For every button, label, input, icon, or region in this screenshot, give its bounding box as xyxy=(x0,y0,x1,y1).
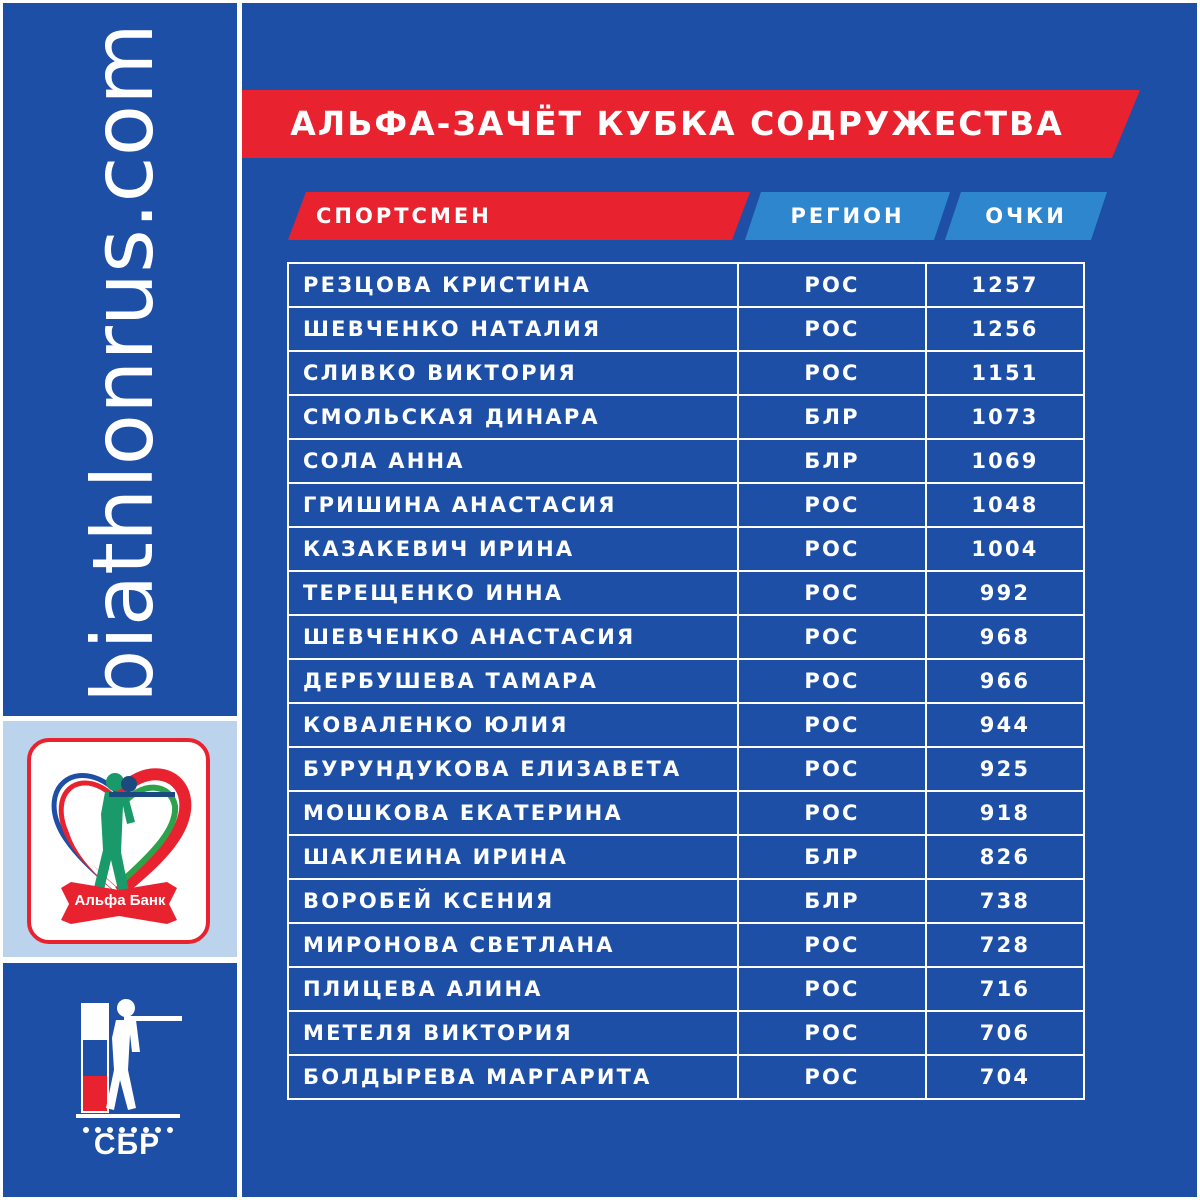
athlete-name: БОЛДЫРЕВА МАРГАРИТА xyxy=(288,1055,738,1099)
athlete-region: РОС xyxy=(738,791,926,835)
athlete-name: БУРУНДУКОВА ЕЛИЗАВЕТА xyxy=(288,747,738,791)
athlete-points: 706 xyxy=(926,1011,1084,1055)
column-header-points-label: ОЧКИ xyxy=(985,204,1067,228)
athlete-name: МЕТЕЛЯ ВИКТОРИЯ xyxy=(288,1011,738,1055)
athlete-name: ШАКЛЕИНА ИРИНА xyxy=(288,835,738,879)
standings-table xyxy=(287,262,1085,1100)
athlete-region: БЛР xyxy=(738,395,926,439)
athlete-name: КОВАЛЕНКО ЮЛИЯ xyxy=(288,703,738,747)
athlete-points: 966 xyxy=(926,659,1084,703)
table-row xyxy=(288,967,1084,1011)
athlete-name: СЛИВКО ВИКТОРИЯ xyxy=(288,351,738,395)
athlete-points: 728 xyxy=(926,923,1084,967)
athlete-name: ШЕВЧЕНКО НАТАЛИЯ xyxy=(288,307,738,351)
athlete-region: РОС xyxy=(738,659,926,703)
table-row xyxy=(288,527,1084,571)
athlete-name: СОЛА АННА xyxy=(288,439,738,483)
column-header-athlete-label: СПОРТСМЕН xyxy=(316,204,492,228)
athlete-points: 738 xyxy=(926,879,1084,923)
athlete-region: РОС xyxy=(738,1011,926,1055)
athlete-points: 704 xyxy=(926,1055,1084,1099)
table-row xyxy=(288,923,1084,967)
athlete-region: РОС xyxy=(738,571,926,615)
table-row xyxy=(288,703,1084,747)
athlete-points: 1073 xyxy=(926,395,1084,439)
table-row xyxy=(288,263,1084,307)
athlete-region: БЛР xyxy=(738,439,926,483)
column-header-athlete xyxy=(288,192,750,240)
athlete-points: 944 xyxy=(926,703,1084,747)
heart-biathlete-logo xyxy=(27,738,210,944)
column-header-points xyxy=(945,192,1107,240)
athlete-points: 992 xyxy=(926,571,1084,615)
sidebar-cup-logo-panel xyxy=(3,721,237,957)
athlete-name: ДЕРБУШЕВА ТАМАРА xyxy=(288,659,738,703)
table-row xyxy=(288,1055,1084,1099)
athlete-region: РОС xyxy=(738,263,926,307)
athlete-points: 1151 xyxy=(926,351,1084,395)
sponsor-badge: Альфа Банк xyxy=(74,892,166,909)
athlete-points: 716 xyxy=(926,967,1084,1011)
table-row xyxy=(288,747,1084,791)
athlete-points: 1048 xyxy=(926,483,1084,527)
table-row xyxy=(288,835,1084,879)
table-row xyxy=(288,439,1084,483)
table-row xyxy=(288,395,1084,439)
athlete-region: РОС xyxy=(738,923,926,967)
column-header-region xyxy=(745,192,950,240)
table-row xyxy=(288,879,1084,923)
athlete-name: МОШКОВА ЕКАТЕРИНА xyxy=(288,791,738,835)
table-row xyxy=(288,1011,1084,1055)
table-row xyxy=(288,483,1084,527)
athlete-region: РОС xyxy=(738,615,926,659)
table-row xyxy=(288,791,1084,835)
column-header-region-label: РЕГИОН xyxy=(790,204,905,228)
athlete-region: РОС xyxy=(738,703,926,747)
athlete-name: ТЕРЕЩЕНКО ИННА xyxy=(288,571,738,615)
athlete-name: РЕЗЦОВА КРИСТИНА xyxy=(288,263,738,307)
athlete-name: ВОРОБЕЙ КСЕНИЯ xyxy=(288,879,738,923)
athlete-region: РОС xyxy=(738,527,926,571)
athlete-region: РОС xyxy=(738,351,926,395)
athlete-name: СМОЛЬСКАЯ ДИНАРА xyxy=(288,395,738,439)
athlete-region: РОС xyxy=(738,483,926,527)
athlete-region: РОС xyxy=(738,747,926,791)
athlete-points: 968 xyxy=(926,615,1084,659)
athlete-name: ПЛИЦЕВА АЛИНА xyxy=(288,967,738,1011)
athlete-name: ГРИШИНА АНАСТАСИЯ xyxy=(288,483,738,527)
federation-abbr: СБР xyxy=(93,1128,161,1161)
athlete-region: БЛР xyxy=(738,879,926,923)
athlete-points: 826 xyxy=(926,835,1084,879)
table-row xyxy=(288,307,1084,351)
athlete-region: РОС xyxy=(738,307,926,351)
sidebar-site-panel xyxy=(3,3,237,716)
athlete-name: МИРОНОВА СВЕТЛАНА xyxy=(288,923,738,967)
table-row xyxy=(288,571,1084,615)
athlete-region: РОС xyxy=(738,1055,926,1099)
athlete-points: 1256 xyxy=(926,307,1084,351)
athlete-points: 1257 xyxy=(926,263,1084,307)
athlete-name: ШЕВЧЕНКО АНАСТАСИЯ xyxy=(288,615,738,659)
athlete-region: РОС xyxy=(738,967,926,1011)
athlete-points: 918 xyxy=(926,791,1084,835)
athlete-region: БЛР xyxy=(738,835,926,879)
athlete-name: КАЗАКЕВИЧ ИРИНА xyxy=(288,527,738,571)
table-row xyxy=(288,659,1084,703)
table-row xyxy=(288,351,1084,395)
athlete-points: 1004 xyxy=(926,527,1084,571)
site-url: biathlonrus.com xyxy=(74,23,172,703)
page-title: АЛЬФА-ЗАЧЁТ КУБКА СОДРУЖЕСТВА xyxy=(290,104,1064,143)
title-banner xyxy=(242,90,1140,158)
athlete-points: 1069 xyxy=(926,439,1084,483)
athlete-points: 925 xyxy=(926,747,1084,791)
table-row xyxy=(288,615,1084,659)
